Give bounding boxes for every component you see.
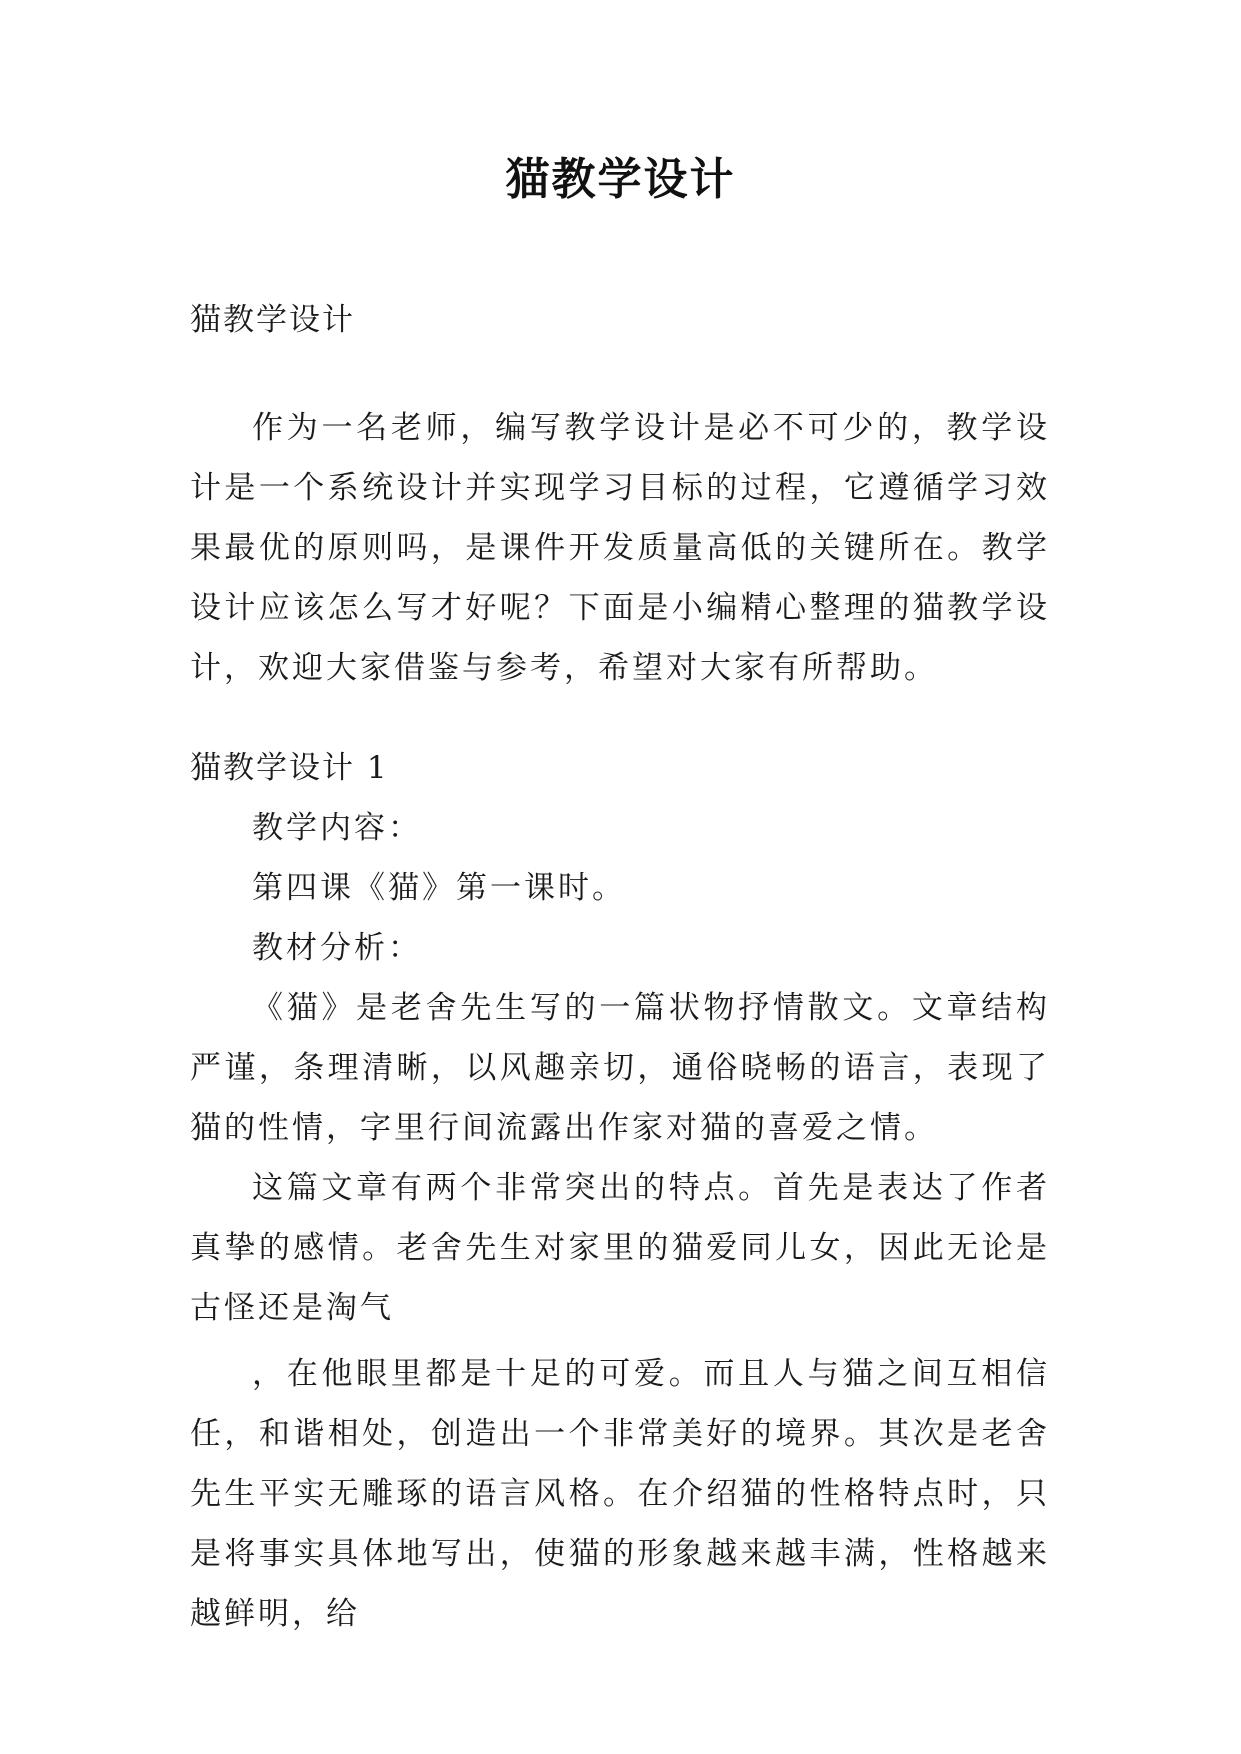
- analysis-paragraph: 《猫》是老舍先生写的一篇状物抒情散文。文章结构严谨，条理清晰，以风趣亲切，通俗晓畅的语言，表现了猫的性情，字里行间流露出作家对猫的喜爱之情。: [190, 990, 1050, 1146]
- analysis-paragraph: ，在他眼里都是十足的可爱。而且人与猫之间互相信任，和谐相处，创造出一个非常美好的境界。其次是老舍先生平实无雕琢的语言风格。在介绍猫的性格特点时，只是将事实具体地写出，使猫的形象越来越丰满，性格越来越鲜明，给: [190, 1356, 1050, 1632]
- intro-paragraph: 作为一名老师，编写教学设计是必不可少的，教学设计是一个系统设计并实现学习目标的过程，它遵循学习效果最优的原则吗，是课件开发质量高低的关键所在。教学设计应该怎么写才好呢？下面是小编精心整理的猫教学设计，欢迎大家借鉴与参考，希望对大家有所帮助。: [190, 410, 1050, 686]
- document-subtitle: 猫教学设计: [190, 302, 355, 338]
- analysis-paragraph: 这篇文章有两个非常突出的特点。首先是表达了作者真挚的感情。老舍先生对家里的猫爱同儿女，因此无论是古怪还是淘气: [190, 1170, 1050, 1326]
- teaching-content: 第四课《猫》第一课时。: [252, 870, 626, 906]
- textbook-analysis-label: 教材分析：: [252, 930, 422, 966]
- document-title: 猫教学设计: [505, 154, 736, 205]
- section-heading: 猫教学设计 1: [190, 750, 389, 786]
- teaching-content-label: 教学内容：: [252, 810, 422, 846]
- document-body: [190, 290, 1050, 1644]
